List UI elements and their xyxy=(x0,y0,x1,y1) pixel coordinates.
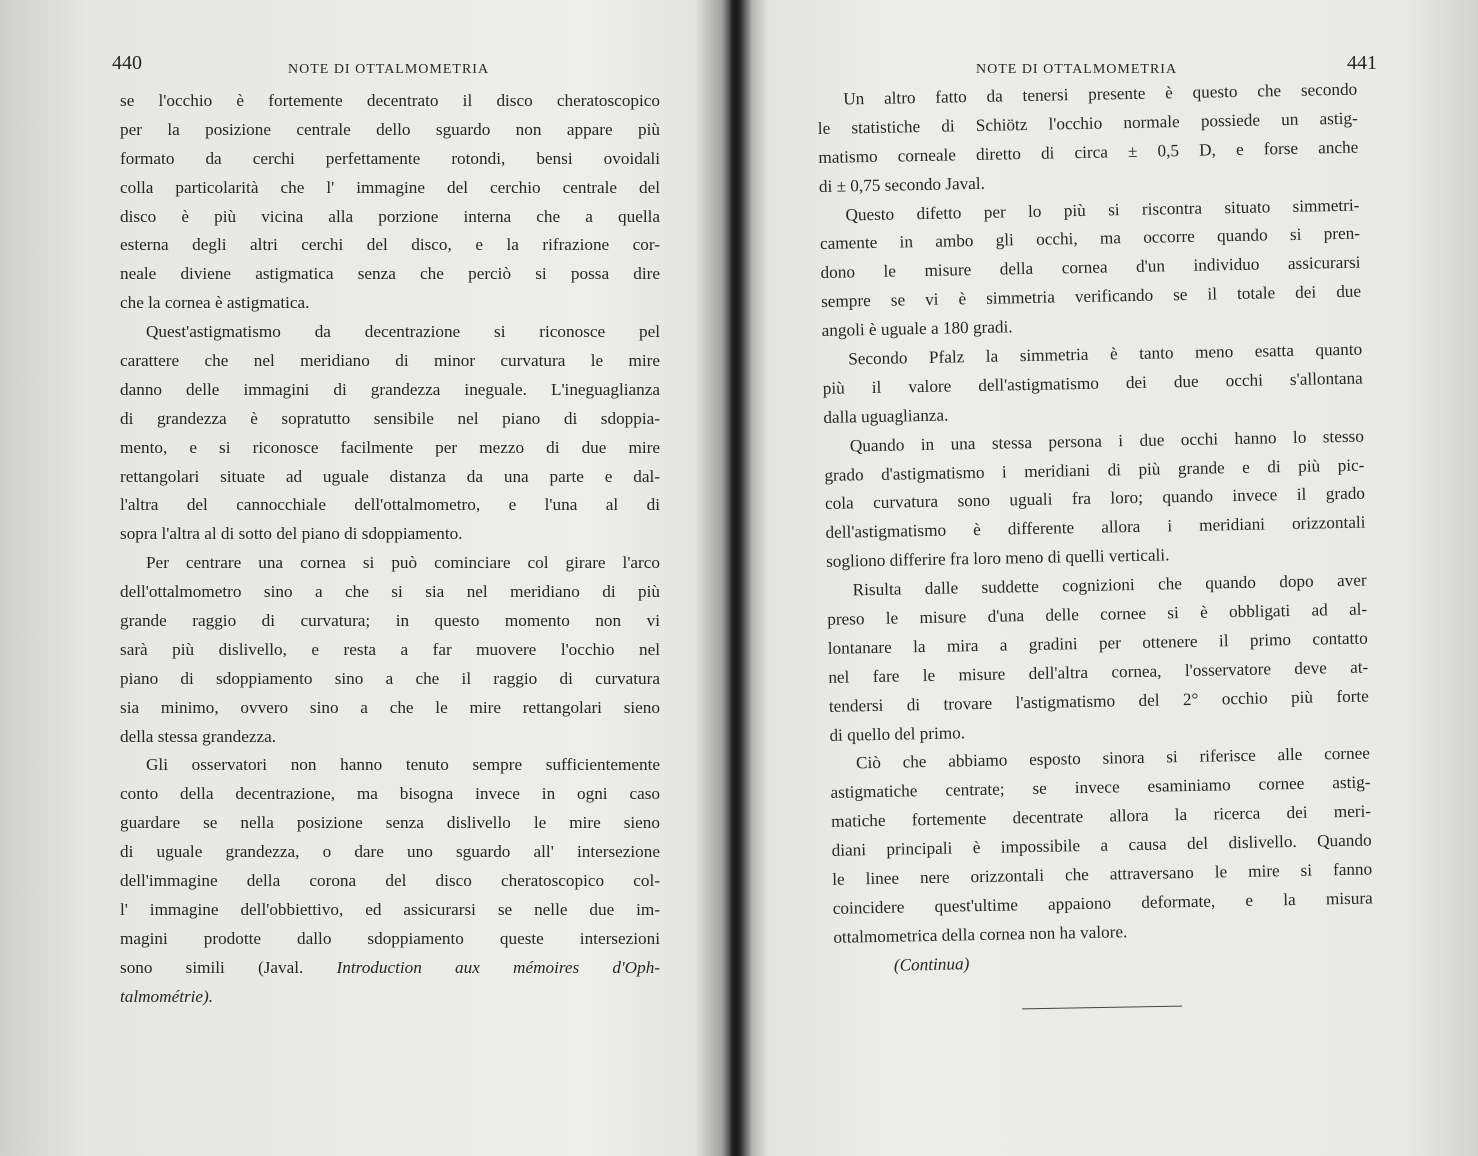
citation-title: Introduction aux mémoires d'Oph- xyxy=(336,957,661,977)
text-line: guardare se nella posizione senza dislivello le mire sieno xyxy=(120,813,660,833)
text-line: dalla uguaglianza. xyxy=(823,405,949,427)
text-line: di uguale grandezza, o dare uno sguardo all' intersezione xyxy=(120,842,660,862)
right-page-number: 441 xyxy=(1347,52,1377,74)
text-line: Un altro fatto da tenersi presente è questo che secondo xyxy=(843,79,1358,109)
right-page-header xyxy=(817,52,1377,80)
text-line xyxy=(120,983,660,1012)
text-line: Per centrare una cornea si può cominciare col girare l'arco xyxy=(146,553,660,573)
text-line: dell'immagine della corona del disco cheratoscopico col- xyxy=(120,871,660,891)
text-line: matismo corneale diretto di circa ± 0,5 D, e forse anche xyxy=(818,137,1359,167)
citation-title-end: talmométrie). xyxy=(120,986,214,1006)
right-running-title: NOTE DI OTTALMOMETRIA xyxy=(976,62,1178,77)
text-line: carattere che nel meridiano di minor curvatura le mire xyxy=(120,351,660,371)
text-line: magini prodotte dallo sdoppiamento queste intersezioni xyxy=(120,928,660,948)
text-line: Quando in una stessa persona i due occhi hanno lo stesso xyxy=(849,426,1364,456)
text-line: diani principali è impossibile a causa del dislivello. Quando xyxy=(831,830,1372,861)
text-line: le statistiche di Schiötz l'occhio normale possiede un astig- xyxy=(817,108,1358,138)
text-line: Questo difetto per lo più si riscontra situato simmetri- xyxy=(845,195,1360,225)
text-line: le linee nere orizzontali che attraversano le mire si fanno xyxy=(832,859,1373,889)
text-line: matiche fortemente decentrate allora la ricerca dei meri- xyxy=(830,801,1372,832)
text-line: sarà più dislivello, e resta a far muovere l'occhio nel xyxy=(120,639,660,659)
text-line: Secondo Pfalz la simmetria è tanto meno esatta quanto xyxy=(848,339,1363,369)
text-line-citation xyxy=(120,954,660,983)
text-line: Risulta dalle suddette cognizioni che quando dopo aver xyxy=(852,570,1367,600)
text-line: nel fare le misure dell'altra cornea, l'osservatore deve at- xyxy=(828,657,1369,687)
text-line: coincidere quest'ultime appaiono deformate, e la misura xyxy=(832,888,1373,918)
text-line: danno delle immagini di grandezza ineguale. L'ineguaglianza xyxy=(120,379,660,399)
text-line: l' immagine dell'obbiettivo, ed assicurarsi se nelle due im- xyxy=(120,899,660,919)
text-line: dono le misure della cornea d'un individuo assicurarsi xyxy=(820,252,1361,283)
text-line: sempre se vi è simmetria verificando se il totale dei due xyxy=(820,281,1362,312)
text-line: angoli è uguale a 180 gradi. xyxy=(821,317,1013,341)
text-line: grande raggio di curvatura; in questo momento non vi xyxy=(120,611,660,631)
left-running-title: NOTE DI OTTALMOMETRIA xyxy=(288,62,490,77)
text-line: cola curvatura sono uguali fra loro; quando invece il grado xyxy=(824,484,1366,514)
text-line: sogliono differire fra loro meno di quelli verticali. xyxy=(825,545,1170,572)
text-line: Gli osservatori non hanno tenuto sempre sufficientemente xyxy=(146,755,660,775)
text-line: di grandezza è sopratutto sensibile nel piano di sdoppia- xyxy=(120,408,660,428)
text-line: se l'occhio è fortemente decentrato il disco cheratoscopico xyxy=(120,91,660,110)
text-line: Quest'astigmatismo da decentrazione si riconosce pel xyxy=(146,322,660,342)
text-line: preso le misure d'una delle cornee si è obbligati ad al- xyxy=(827,599,1368,629)
text-line: piano di sdoppiamento sino a che il raggio di curvatura xyxy=(120,668,660,688)
text-line: formato da cerchi perfettamente rotondi, bensi ovoidali xyxy=(120,148,660,168)
text-line: astigmatiche centrate; se invece esaminiamo cornee astig- xyxy=(830,772,1371,803)
text-line: lontanare la mira a gradini per ottenere il primo contatto xyxy=(827,628,1368,658)
text-line: della stessa grandezza. xyxy=(120,726,277,746)
left-page-number: 440 xyxy=(112,52,142,74)
left-page xyxy=(0,0,728,1156)
text-line: più il valore dell'astigmatismo dei due occhi s'allontana xyxy=(822,368,1363,398)
text-line: che la cornea è astigmatica. xyxy=(120,293,310,313)
continua-note: (Continua) xyxy=(893,953,970,975)
text-line: neale diviene astigmatica senza che perciò si possa dire xyxy=(120,264,660,284)
text-line: per la posizione centrale dello sguardo non appare più xyxy=(120,119,660,139)
text-line: grado d'astigmatismo i meridiani di più grande e di più pic- xyxy=(824,455,1365,485)
text-line: dell'ottalmometro sino a che si sia nel meridiano di più xyxy=(120,582,660,602)
text-line: sia minimo, ovvero sino a che le mire rettangolari sieno xyxy=(120,697,660,717)
text-line: disco è più vicina alla porzione interna che a quella xyxy=(120,206,660,226)
right-page xyxy=(740,0,1478,1156)
citation-prefix: sono simili (Javal. xyxy=(120,957,337,977)
right-page-text xyxy=(817,76,1374,982)
left-page-header xyxy=(112,52,664,80)
text-line: di ± 0,75 secondo Javal. xyxy=(818,173,986,196)
text-line: conto della decentrazione, ma bisogna invece in ogni caso xyxy=(120,784,660,804)
text-line: di quello del primo. xyxy=(829,722,966,745)
text-line: esterna degli altri cerchi del disco, e la rifrazione cor- xyxy=(120,235,660,255)
left-page-text xyxy=(120,87,660,1012)
text-line: Ciò che abbiamo esposto sinora si riferisce alle cornee xyxy=(855,743,1371,773)
text-line: colla particolarità che l' immagine del cerchio centrale del xyxy=(120,177,660,197)
text-line: sopra l'altra al di sotto del piano di sdoppiamento. xyxy=(120,524,463,544)
text-line: l'altra del cannocchiale dell'ottalmometro, e l'una al di xyxy=(120,495,660,515)
text-line: mento, e si riconosce facilmente per mezzo di due mire xyxy=(120,437,660,457)
text-line: ottalmometrica della cornea non ha valore. xyxy=(833,922,1128,947)
text-line: camente in ambo gli occhi, ma occorre quando si pren- xyxy=(819,224,1361,254)
text-line: tendersi di trovare l'astigmatismo del 2° occhio più forte xyxy=(828,686,1369,716)
text-line: dell'astigmatismo è differente allora i meridiani orizzontali xyxy=(825,512,1366,543)
text-line: rettangolari situate ad uguale distanza da una parte e dal- xyxy=(120,466,660,486)
